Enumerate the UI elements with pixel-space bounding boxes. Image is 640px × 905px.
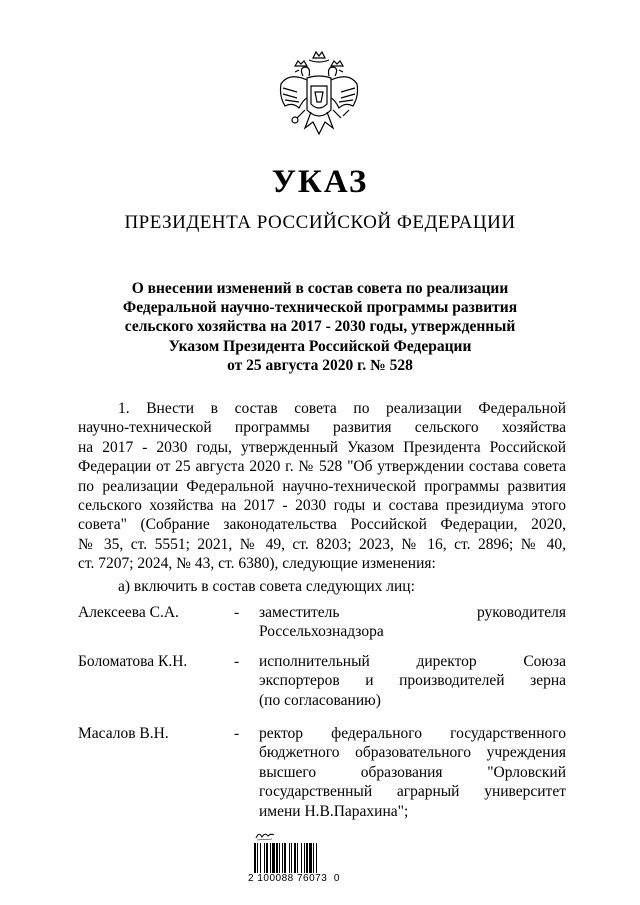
barcode-bar xyxy=(264,843,265,873)
barcode-bar xyxy=(297,843,298,873)
barcode-bar xyxy=(291,843,292,873)
coat-of-arms-emblem-icon xyxy=(275,50,363,146)
heading-line: сельского хозяйства на 2017 - 2030 годы, утвержденный xyxy=(124,318,516,336)
barcode-bar xyxy=(260,843,261,873)
person-role xyxy=(259,652,566,710)
barcode-bar xyxy=(266,843,268,873)
person-dash: - xyxy=(234,725,240,742)
role-line: бюджетного образовательного учреждения xyxy=(259,744,566,762)
paragraph-line: ст. 7207; 2024, № 43, ст. 6380), следующие изменения: xyxy=(78,555,436,573)
paragraph-line: научно-технической программы развития сельского хозяйства xyxy=(78,419,566,437)
barcode-bar xyxy=(276,843,278,873)
person-dash: - xyxy=(234,604,240,621)
heading-line: Указом Президента Российской Федерации xyxy=(168,337,472,355)
barcode-bar xyxy=(284,843,286,873)
person-name: Масалов В.Н. xyxy=(78,725,169,742)
heading-line: О внесении изменений в состав совета по реализации xyxy=(131,280,509,297)
barcode-bar xyxy=(316,843,317,873)
barcode-bar xyxy=(304,843,305,873)
paragraph-line: совета" (Собрание законодательства Российской Федерации, 2020, xyxy=(78,516,566,534)
barcode-number: 2 100088 76073 0 xyxy=(248,873,340,884)
handwritten-initials-icon xyxy=(254,829,276,841)
barcode-bar xyxy=(306,843,308,873)
barcode-bar xyxy=(279,843,280,873)
barcode-bar xyxy=(282,843,283,873)
role-line: государственный аграрный университет xyxy=(259,783,566,801)
person-dash: - xyxy=(234,653,240,670)
role-line: имени Н.В.Парахина"; xyxy=(259,802,409,820)
barcode-bar xyxy=(272,843,275,873)
barcode-bar xyxy=(309,843,312,873)
decree-heading xyxy=(90,279,550,375)
barcode-bar xyxy=(270,843,271,873)
paragraph-1 xyxy=(78,399,566,574)
role-line: Россельхознадзора xyxy=(259,623,384,641)
barcode-bar xyxy=(313,843,314,873)
heading-line: Федеральной научно-технической программы развития xyxy=(122,299,518,317)
role-line: заместитель руководителя xyxy=(259,604,566,621)
document-subtitle: ПРЕЗИДЕНТА РОССИЙСКОЙ ФЕДЕРАЦИИ xyxy=(124,212,516,233)
subitem-a: а) включить в состав совета следующих лиц: xyxy=(118,578,415,595)
barcode-bar xyxy=(294,843,296,873)
heading-line: от 25 августа 2020 г. № 528 xyxy=(227,356,413,374)
barcode-bar xyxy=(289,843,290,873)
paragraph-line: Федерации от 25 августа 2020 г. № 528 "Об утверждении состава совета xyxy=(78,458,566,476)
paragraph-line: № 35, ст. 5551; 2021, № 49, ст. 8203; 2023, № 16, ст. 2896; № 40, xyxy=(78,535,566,553)
document-title: УКАЗ xyxy=(271,164,369,200)
role-line: (по согласованию) xyxy=(259,691,381,709)
role-line: экспортеров и производителей зерна xyxy=(259,672,566,690)
paragraph-line: 1. Внести в состав совета по реализации Федеральной xyxy=(118,400,566,417)
paragraph-line: по реализации Федеральной научно-технической программы развития xyxy=(78,477,566,495)
barcode-bar xyxy=(257,843,258,873)
role-line: высшего образования "Орловский xyxy=(259,763,566,781)
barcode-icon xyxy=(254,843,348,873)
person-name: Алексеева С.А. xyxy=(78,604,179,621)
role-line: исполнительный директор Союза xyxy=(259,653,566,670)
paragraph-line: сельского хозяйства на 2017 - 2030 годы и состава президиума этого xyxy=(78,497,566,515)
person-role xyxy=(259,724,566,821)
paragraph-line: на 2017 - 2030 годы, утвержденный Указом Президента Российской xyxy=(78,438,566,456)
person-name: Боломатова К.Н. xyxy=(78,653,188,670)
person-role xyxy=(259,603,566,642)
barcode-bar xyxy=(301,843,302,873)
barcode-bar xyxy=(254,843,256,873)
role-line: ректор федерального государственного xyxy=(259,725,566,742)
